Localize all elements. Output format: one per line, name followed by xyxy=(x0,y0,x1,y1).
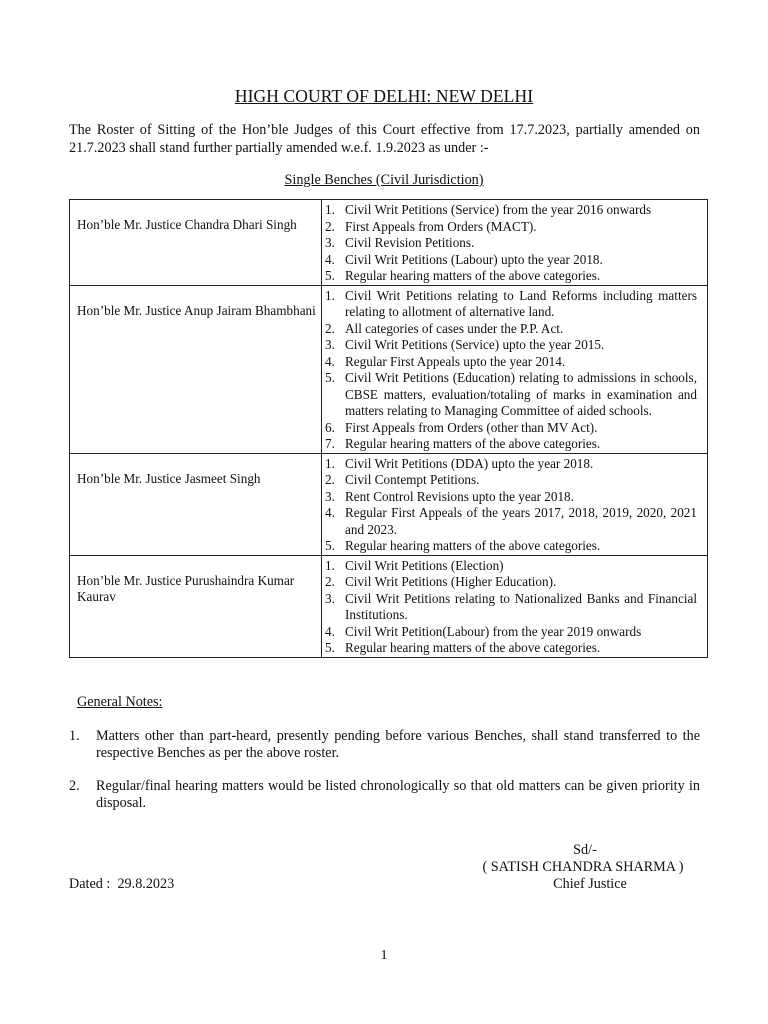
item-text: First Appeals from Orders (MACT). xyxy=(345,218,537,234)
item-text: Civil Writ Petitions (Service) from the year 2016 onwards xyxy=(345,202,652,217)
item-text: Rent Control Revisions upto the year 2018. xyxy=(345,488,574,504)
roster-row xyxy=(70,200,708,286)
note-text: Regular/final hearing matters would be listed chronologically so that old matters can be given priority in disposal. xyxy=(96,778,700,811)
item-number: 3. xyxy=(325,235,335,250)
case-category-item xyxy=(325,268,697,285)
case-category-item xyxy=(325,489,697,506)
case-category-item xyxy=(325,235,697,252)
item-text: Civil Writ Petition(Labour) from the year 2019 onwards xyxy=(345,623,642,639)
case-category-item xyxy=(325,321,697,338)
item-number: 4. xyxy=(325,353,335,369)
note-number: 1. xyxy=(69,728,80,744)
item-text: Civil Contempt Petitions. xyxy=(345,472,480,487)
item-text: Civil Writ Petitions (Higher Education). xyxy=(345,574,557,589)
case-categories-cell xyxy=(322,555,708,657)
item-text: Civil Writ Petitions relating to Land Reforms including matters relating to allotment of alternative land. xyxy=(345,287,697,319)
item-number: 5. xyxy=(325,370,335,385)
item-number: 6. xyxy=(325,419,335,435)
case-categories-cell xyxy=(322,285,708,453)
item-text: Regular hearing matters of the above categories. xyxy=(345,538,601,553)
item-text: All categories of cases under the P.P. Act. xyxy=(345,320,564,336)
case-category-item xyxy=(325,337,697,354)
case-category-item xyxy=(325,574,697,591)
general-note-item xyxy=(69,728,700,762)
case-category-item xyxy=(325,219,697,236)
case-category-list xyxy=(325,288,697,453)
case-category-list xyxy=(325,558,697,657)
case-category-item xyxy=(325,624,697,641)
case-categories-cell xyxy=(322,200,708,286)
case-category-item xyxy=(325,370,697,420)
document-title: HIGH COURT OF DELHI: NEW DELHI xyxy=(234,86,534,106)
item-text: Civil Writ Petitions (Education) relating to admissions in schools, CBSE matters, evaluation/totaling of marks in examination and matters relating to Managing Committee of aided schools. xyxy=(345,370,697,418)
item-number: 1. xyxy=(325,202,335,217)
item-text: Regular hearing matters of the above categories. xyxy=(345,268,601,283)
item-text: Regular First Appeals of the years 2017, 2018, 2019, 2020, 2021 and 2023. xyxy=(345,505,697,537)
case-category-list xyxy=(325,456,697,555)
case-category-item xyxy=(325,420,697,437)
item-text: Civil Writ Petitions (Labour) upto the year 2018. xyxy=(345,251,603,267)
intro-paragraph: The Roster of Sitting of the Hon’ble Judges of this Court effective from 17.7.2023, partially amended on 21.7.2023 shall stand further partially amended w.e.f. 1.9.2023 as under :- xyxy=(69,122,700,156)
item-number: 5. xyxy=(325,640,335,655)
item-text: Regular First Appeals upto the year 2014. xyxy=(345,353,566,369)
signature-designation: Chief Justice xyxy=(553,876,627,892)
judge-name-cell: Hon’ble Mr. Justice Chandra Dhari Singh xyxy=(70,200,322,286)
general-note-item xyxy=(69,778,700,812)
case-category-item xyxy=(325,538,697,555)
item-number: 3. xyxy=(325,337,335,352)
case-categories-cell xyxy=(322,453,708,555)
signature-name: ( SATISH CHANDRA SHARMA ) xyxy=(482,859,684,875)
item-text: Civil Writ Petitions (Service) upto the year 2015. xyxy=(345,337,605,352)
case-category-item xyxy=(325,436,697,453)
roster-row xyxy=(70,555,708,657)
item-text: Civil Writ Petitions (Election) xyxy=(345,557,504,573)
case-category-item xyxy=(325,505,697,538)
item-number: 4. xyxy=(325,251,335,267)
item-number: 4. xyxy=(325,623,335,639)
item-text: Civil Writ Petitions relating to Nationalized Banks and Financial Institutions. xyxy=(345,590,697,622)
item-number: 2. xyxy=(325,574,335,589)
item-number: 4. xyxy=(325,505,335,520)
general-notes-heading: General Notes: xyxy=(77,694,163,710)
case-category-item xyxy=(325,202,697,219)
item-text: Civil Revision Petitions. xyxy=(345,235,475,250)
item-text: Civil Writ Petitions (DDA) upto the year 2018. xyxy=(345,455,594,471)
judge-name-cell: Hon’ble Mr. Justice Jasmeet Singh xyxy=(70,453,322,555)
roster-row xyxy=(70,285,708,453)
section-subtitle: Single Benches (Civil Jurisdiction) xyxy=(284,172,484,188)
item-number: 1. xyxy=(325,557,335,573)
case-category-item xyxy=(325,354,697,371)
case-category-item xyxy=(325,591,697,624)
case-category-item xyxy=(325,640,697,657)
note-number: 2. xyxy=(69,778,80,794)
item-number: 3. xyxy=(325,488,335,504)
roster-row xyxy=(70,453,708,555)
case-category-item xyxy=(325,288,697,321)
note-text: Matters other than part-heard, presently pending before various Benches, shall stand transferred to the respective Benches as per the above roster. xyxy=(96,728,700,761)
judge-name-cell: Hon’ble Mr. Justice Purushaindra Kumar Kaurav xyxy=(70,555,322,657)
case-category-list xyxy=(325,202,697,285)
item-number: 2. xyxy=(325,472,335,487)
item-number: 2. xyxy=(325,218,335,234)
case-category-item xyxy=(325,472,697,489)
item-text: Regular hearing matters of the above categories. xyxy=(345,436,601,451)
item-number: 5. xyxy=(325,268,335,283)
case-category-item xyxy=(325,252,697,269)
page-number: 1 xyxy=(380,948,388,963)
item-number: 2. xyxy=(325,320,335,336)
item-text: First Appeals from Orders (other than MV Act). xyxy=(345,419,598,435)
case-category-item xyxy=(325,456,697,473)
item-number: 5. xyxy=(325,538,335,553)
item-number: 3. xyxy=(325,590,335,606)
case-category-item xyxy=(325,558,697,575)
item-number: 1. xyxy=(325,455,335,471)
item-number: 1. xyxy=(325,287,335,303)
roster-table xyxy=(69,199,708,658)
item-number: 7. xyxy=(325,436,335,451)
judge-name-cell: Hon’ble Mr. Justice Anup Jairam Bhambhani xyxy=(70,285,322,453)
signature-sd: Sd/- xyxy=(573,842,597,858)
item-text: Regular hearing matters of the above categories. xyxy=(345,640,601,655)
dated-line: Dated : 29.8.2023 xyxy=(69,876,175,892)
